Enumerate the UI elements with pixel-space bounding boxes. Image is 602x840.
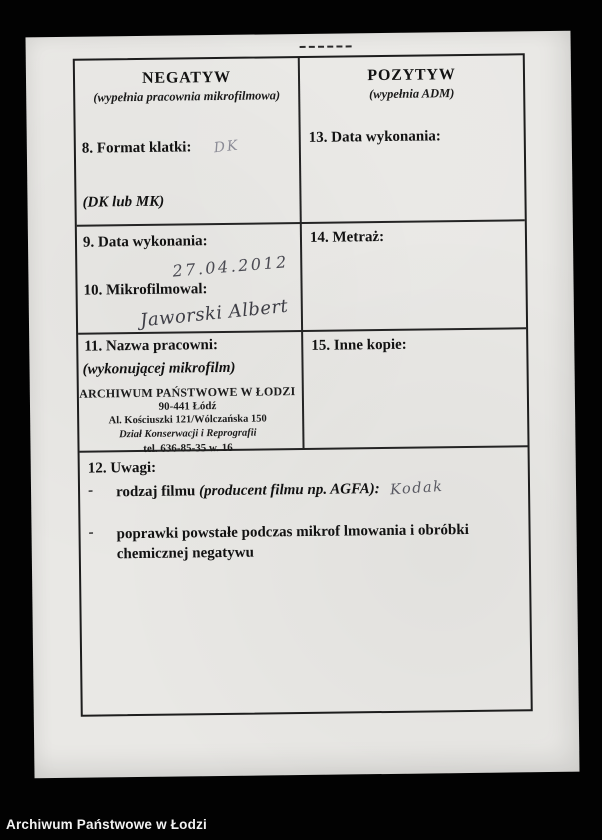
cell-field-14	[302, 221, 526, 330]
uwagi-item-1-dash: -	[87, 482, 94, 499]
uwagi-item-corrections	[88, 519, 508, 564]
field-13-label: 13. Data wykonania:	[308, 128, 441, 146]
cell-field-12	[80, 447, 531, 718]
cell-pozytyw-header	[300, 55, 525, 222]
uwagi-item-1-italic: (producent filmu np. AGFA):	[199, 481, 380, 500]
negatyw-title: NEGATYW	[141, 68, 232, 87]
field-11-sublabel: (wykonującej mikrofilm)	[82, 359, 236, 378]
pozytyw-subtitle: (wypełnia ADM)	[368, 86, 455, 102]
workshop-stamp	[79, 384, 297, 457]
cell-negatyw-header	[75, 58, 300, 225]
uwagi-item-1-handwritten-value: Kodak	[389, 478, 444, 499]
cell-field-15	[303, 329, 527, 448]
field-8-handwritten-value: DK	[212, 137, 240, 157]
field-15-label: 15. Inne kopie:	[311, 336, 407, 354]
stamp-line-4: Dział Konserwacji i Reprografii	[119, 427, 257, 441]
uwagi-item-1-text	[116, 477, 508, 502]
field-9-handwritten-date: 27.04.2012	[171, 252, 290, 281]
uwagi-item-film-type	[88, 477, 508, 502]
uwagi-item-2-text: poprawki powstałe podczas mikrof lmowania i obróbki chemicznej negatywu	[116, 521, 469, 563]
field-10-label: 10. Mikrofilmowal:	[83, 281, 208, 299]
uwagi-item-1-bold: rodzaj filmu	[115, 483, 196, 501]
uwagi-item-2-dash: -	[88, 524, 94, 541]
negatyw-subtitle: (wypełnia pracownia mikrofilmowa)	[93, 88, 281, 105]
paper-sheet	[25, 31, 579, 779]
stamp-line-5: tel. 636-85-35 w. 16	[143, 441, 233, 455]
stamp-line-3: Al. Kościuszki 121/Wólczańska 150	[108, 413, 267, 427]
field-11-label: 11. Nazwa pracowni:	[84, 337, 219, 355]
cell-field-9-10	[77, 224, 301, 333]
field-8	[82, 139, 239, 158]
field-12-label: 12. Uwagi:	[87, 459, 157, 477]
field-8-label: 8. Format klatki:	[81, 139, 192, 157]
pozytyw-title: POZYTYW	[367, 66, 456, 85]
field-8-hint: (DK lub MK)	[82, 193, 165, 211]
form-table	[73, 53, 533, 716]
scan-artifact-dashdot	[300, 45, 352, 48]
archive-footer-label: Archiwum Państwowe w Łodzi	[6, 817, 207, 832]
cell-field-11	[78, 332, 302, 455]
stamp-line-2: 90-441 Łódź	[158, 400, 217, 413]
field-9-label: 9. Data wykonania:	[82, 233, 208, 251]
stamp-line-1: ARCHIWUM PAŃSTWOWE W ŁODZI	[79, 384, 296, 401]
field-10-signature: Jaworski Albert	[139, 295, 290, 332]
field-14-label: 14. Metraż:	[309, 228, 385, 246]
